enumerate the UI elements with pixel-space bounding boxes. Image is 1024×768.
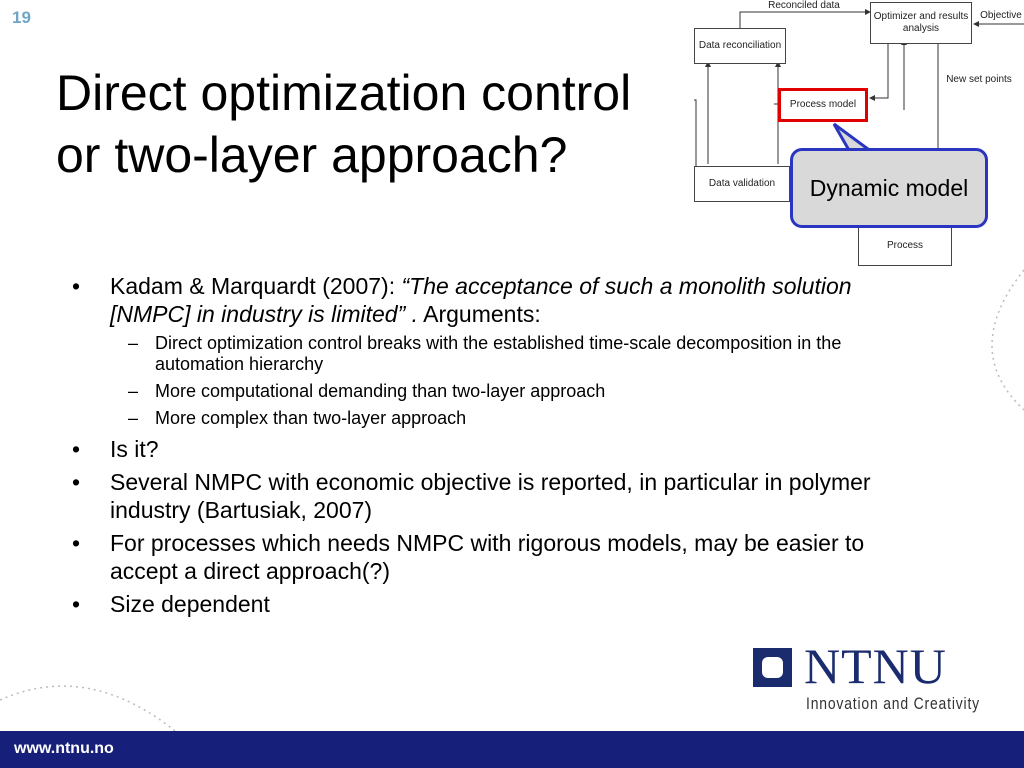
ntnu-tagline: Innovation and Creativity [806, 694, 980, 713]
bullet-item-kadam [72, 272, 932, 429]
bullet-item-size-dependent: • Size dependent [72, 590, 932, 618]
footer-url[interactable]: www.ntnu.no [14, 740, 114, 757]
ntnu-logo-text: NTNU [804, 638, 947, 694]
slide-title [56, 62, 736, 186]
bullet-1-quote: “The acceptance of such a monolith solution [NMPC] in industry is limited” . [110, 273, 852, 327]
decorative-dot-arc [0, 640, 200, 735]
sub-bullet-list [110, 333, 932, 429]
diagram-box-data-reconciliation: Data reconciliation [694, 28, 786, 64]
diagram-box-data-validation: Data validation [694, 166, 790, 202]
title-line-2: or two-layer approach? [56, 127, 568, 183]
dynamic-model-callout: Dynamic model [790, 148, 988, 228]
diagram-label-reconciled-data: Reconciled data [768, 0, 840, 11]
diagram-box-process: Process [858, 226, 952, 266]
sub-bullet-item: – More computational demanding than two-layer approach [110, 381, 932, 402]
bullet-list [72, 272, 932, 623]
slide-number: 19 [12, 8, 31, 27]
bullet-1-prefix: Kadam & Marquardt (2007): [110, 273, 402, 299]
sub-bullet-item: – More complex than two-layer approach [110, 408, 932, 429]
sub-bullet-item: – Direct optimization control breaks with the established time-scale decomposition in the automation hierarchy [110, 333, 932, 375]
diagram-box-optimizer: Optimizer and results analysis [870, 2, 972, 44]
bullet-item-is-it: • Is it? [72, 435, 932, 463]
ntnu-logo-icon [753, 648, 792, 687]
diagram-label-objective: Objective [980, 10, 1022, 21]
bullet-item-nmpc-economic: • Several NMPC with economic objective is reported, in particular in polymer industry (Bartusiak, 2007) [72, 468, 932, 524]
diagram-box-process-model: Process model [778, 88, 868, 122]
diagram-label-new-set-points: New set points [946, 74, 1012, 85]
footer-bar [0, 731, 1024, 768]
title-line-1: Direct optimization control [56, 65, 632, 121]
bullet-item-rigorous-models: • For processes which needs NMPC with rigorous models, may be easier to accept a direct approach(?) [72, 529, 932, 585]
decorative-dot-arc-right [940, 230, 1024, 430]
bullet-1-suffix: Arguments: [418, 301, 541, 327]
